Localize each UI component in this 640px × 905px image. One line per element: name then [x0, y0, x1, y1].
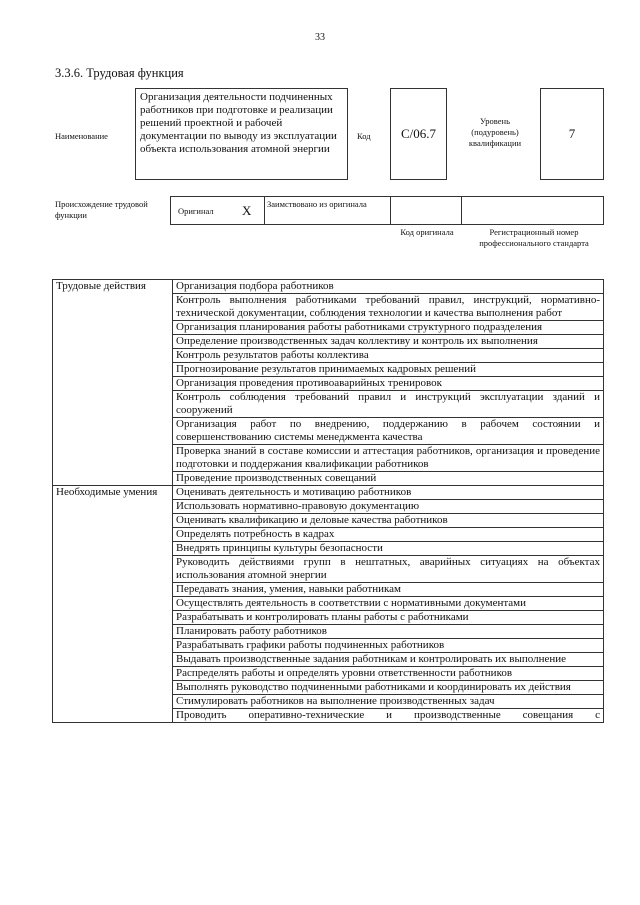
level-value: 7 [540, 88, 604, 180]
item-cell: Передавать знания, умения, навыки работникам [173, 583, 604, 597]
item-cell: Определять потребность в кадрах [173, 528, 604, 542]
page-number: 33 [315, 32, 325, 43]
item-cell: Оценивать квалификацию и деловые качества работников [173, 514, 604, 528]
item-cell: Внедрять принципы культуры безопасности [173, 542, 604, 556]
original-cell [171, 197, 265, 224]
item-cell: Организация проведения противоаварийных тренировок [173, 377, 604, 391]
code-original-caption: Код оригинала [400, 227, 454, 237]
table-row [53, 486, 604, 500]
code-original-cell [390, 197, 462, 224]
item-cell: Распределять работы и определять уровни ответственности работников [173, 667, 604, 681]
function-table-body [53, 280, 604, 723]
category-cell: Необходимые умения [53, 486, 173, 723]
origin-row [170, 196, 604, 225]
original-mark: X [242, 203, 252, 218]
item-cell: Проводить оперативно-технические и производственные совещания с [173, 709, 604, 723]
item-cell: Разрабатывать и контролировать планы работы с работниками [173, 611, 604, 625]
item-cell: Контроль выполнения работниками требований правил, инструкций, нормативно-технической документации, соблюдения технологии и качества выполнения работ [173, 294, 604, 321]
item-cell: Прогнозирование результатов принимаемых кадровых решений [173, 363, 604, 377]
item-cell: Контроль соблюдения требований правил и инструкций эксплуатации зданий и сооружений [173, 391, 604, 418]
item-cell: Проверка знаний в составе комиссии и аттестация работников, организация и проведение подготовки и поддержания квалификации работников [173, 445, 604, 472]
item-cell: Организация планирования работы работниками структурного подразделения [173, 321, 604, 335]
table-row [53, 280, 604, 294]
item-cell: Выполнять руководство подчиненными работниками и координировать их действия [173, 681, 604, 695]
code-value: С/06.7 [390, 88, 447, 180]
item-cell: Стимулировать работников на выполнение производственных задач [173, 695, 604, 709]
category-cell: Трудовые действия [53, 280, 173, 486]
item-cell: Определение производственных задач коллективу и контроль их выполнения [173, 335, 604, 349]
item-cell: Разрабатывать графики работы подчиненных работников [173, 639, 604, 653]
name-value: Организация деятельности подчиненных работников при подготовке и реализации решений проектной и рабочей документации по выводу из эксплуатации объекта использования атомной энергии [135, 88, 348, 180]
item-cell: Планировать работу работников [173, 625, 604, 639]
item-cell: Организация работ по внедрению, поддержанию в рабочем состоянии и совершенствованию системы менеджмента качества [173, 418, 604, 445]
item-cell: Руководить действиями групп в нештатных, аварийных ситуациях на объектах использования атомной энергии [173, 556, 604, 583]
item-cell: Использовать нормативно-правовую документацию [173, 500, 604, 514]
regnum-caption: Регистрационный номер профессионального стандарта [479, 227, 589, 248]
origin-label: Происхождение трудовой функции [55, 199, 148, 220]
item-cell: Выдавать производственные задания работникам и контролировать их выполнение [173, 653, 604, 667]
item-cell: Оценивать деятельность и мотивацию работников [173, 486, 604, 500]
item-cell: Контроль результатов работы коллектива [173, 349, 604, 363]
item-cell: Организация подбора работников [173, 280, 604, 294]
item-cell: Проведение производственных совещаний [173, 472, 604, 486]
level-label: Уровень (подуровень) квалификации [468, 116, 522, 148]
name-label: Наименование [55, 131, 108, 141]
borrowed-label: Заимствовано из оригинала [267, 199, 367, 209]
original-label: Оригинал [178, 206, 214, 216]
function-table [52, 279, 604, 723]
code-label: Код [357, 131, 371, 141]
item-cell: Осуществлять деятельность в соответствии с нормативными документами [173, 597, 604, 611]
section-title: 3.3.6. Трудовая функция [55, 66, 184, 80]
